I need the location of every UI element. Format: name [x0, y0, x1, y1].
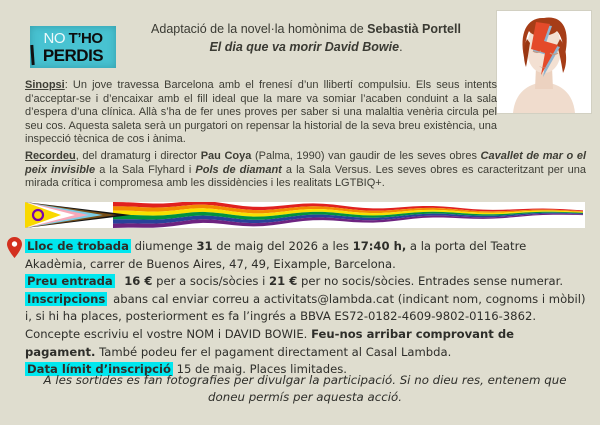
registration-line [25, 291, 588, 361]
location-pin-icon [7, 237, 22, 263]
work-title-2: Pols de diamant [195, 163, 282, 176]
price-line [25, 273, 588, 291]
author-name: Sebastià Portell [367, 22, 461, 36]
price-nonmembers: 21 € [269, 274, 298, 289]
meeting-line [25, 238, 588, 273]
meeting-time: 17:40 h, [352, 239, 407, 253]
work-title-1: Cavallet de mar o el peix invisible [25, 150, 586, 176]
bowie-photo [497, 11, 591, 113]
director-seg3: a la Sala Flyhard i [95, 163, 196, 176]
logo-line1 [43, 31, 102, 46]
logo-word-perdis: PERDIS [42, 45, 104, 65]
page-title [122, 21, 490, 56]
logo-word-no: NO [43, 29, 65, 47]
meeting-label: Lloc de trobada [27, 239, 129, 253]
photo-permission-note: A les sortides es fan fotografies per divulgar la participació. Si no dieu res, entenem que doneu permís per aquesta acció. [43, 373, 567, 404]
price-members: 16 € [124, 274, 153, 289]
synopsis-label: Sinopsi [25, 79, 65, 91]
director-seg4: a la Sala Versus. Les seves obres es caracteritzant per una mirada crítica i compromesa amb les dissidències i les realitats LGTBIQ+. [25, 163, 586, 189]
registration-label: Inscripcions [27, 291, 106, 306]
director-label: Recordeu [25, 150, 76, 162]
pride-flag-banner [25, 202, 585, 228]
registration-seg2: També podeu fer el pagament directament al Casal Lambda. [95, 344, 452, 359]
registration-seg1: abans cal enviar correu a activitats@lambda.cat (indicant nom, cognoms i mòbil) i, si hi ha places, posteriorment es fa l’ingrés a BBVA ES72-0182-4609-9802-0116-3862. Concepte escriviu el vostre NOM i DAVID BOWIE. [25, 291, 586, 341]
progress-pride-flag [25, 202, 585, 228]
logo-word-tho: T’HO [68, 29, 103, 47]
price-seg3: per no socis/sòcies. Entrades sense numerar. [297, 274, 564, 289]
meeting-seg2: de maig del 2026 a les [212, 239, 353, 253]
director-seg1: , del dramaturg i director [75, 150, 201, 162]
play-title: El dia que va morir David Bowie [209, 39, 400, 54]
title-period: . [399, 39, 403, 54]
meeting-seg3: a la porta del Teatre Akadèmia, carrer de Buenos Aires, 47, 49, Eixample, Barcelona. [25, 239, 527, 271]
registration-bold: Feu-nos arribar comprovant de pagament. [25, 326, 514, 359]
director-name: Pau Coya [200, 150, 252, 162]
meeting-seg1: diumenge [130, 239, 197, 253]
deadline-label: Data límit d’inscripció [27, 362, 171, 377]
no-tho-perdis-logo [30, 26, 116, 68]
logo-accent-bar [30, 45, 34, 65]
director-seg2: (Palma, 1990) van gaudir de les seves obres [251, 150, 481, 162]
meeting-day: 31 [196, 239, 213, 253]
price-seg1 [115, 274, 124, 288]
header-intro: Adaptació de la novel·la homònima de [151, 22, 368, 36]
price-seg2: per a socis/sòcies i [152, 274, 270, 289]
synopsis-colon: : [64, 79, 73, 91]
deadline-seg1: 15 de maig. Places limitades. [172, 362, 347, 377]
synopsis-paragraph [25, 79, 497, 147]
director-paragraph [25, 150, 586, 191]
event-details [25, 238, 588, 379]
synopsis-text: Un jove travessa Barcelona amb el frenesí d’un llibertí compulsiu. Els seus intents d’acceptar-se i d’encaixar amb el fill ideal que la mare va somiar l’acaben conduint a la sala d’espera d’una clínica. Allà s’ha de fer unes proves per saber si una malaltia venèria circula pel seu cos. Aquesta saleta serà un purgatori on repensar la historial de la seva breu existència, una inspecció tècnica de cos i ànima. [25, 79, 497, 145]
bowie-illustration [497, 11, 591, 113]
price-label: Preu entrada [27, 274, 113, 289]
